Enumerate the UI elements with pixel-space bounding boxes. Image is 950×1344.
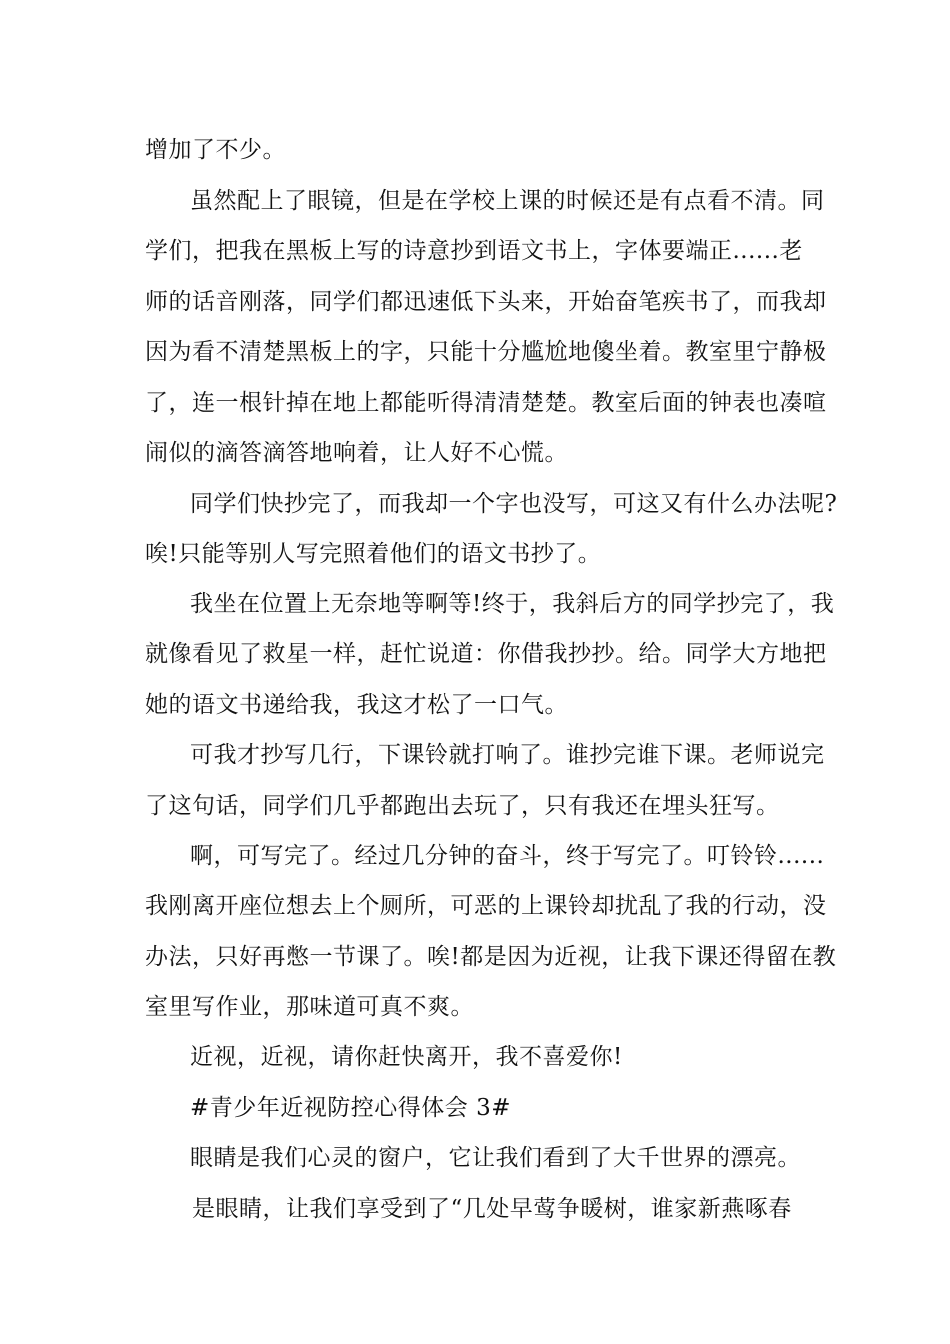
text-line-16: 我刚离开座位想去上个厕所，可恶的上课铃却扰乱了我的行动，没 [145, 893, 827, 919]
text-line-11: 就像看见了救星一样，赶忙说道：你借我抄抄。给。同学大方地把 [145, 641, 827, 667]
text-line-22: 是眼睛，让我们享受到了“几处早莺争暖树，谁家新燕啄春 [192, 1196, 792, 1222]
text-line-1: 增加了不少。 [145, 137, 286, 163]
text-line-15: 啊，可写完了。经过几分钟的奋斗，终于写完了。叮铃铃...... [190, 843, 825, 869]
text-line-17: 办法，只好再憋一节课了。唉!都是因为近视，让我下课还得留在教 [145, 944, 837, 970]
text-line-9: 唉!只能等别人写完照着他们的语文书抄了。 [145, 541, 602, 567]
text-line-21: 眼睛是我们心灵的窗户，它让我们看到了大千世界的漂亮。 [190, 1145, 801, 1171]
text-line-19: 近视，近视，请你赶快离开，我不喜爱你! [190, 1044, 623, 1070]
text-line-7: 闹似的滴答滴答地响着，让人好不心慌。 [145, 440, 568, 466]
text-line-14: 了这句话，同学们几乎都跑出去玩了，只有我还在埋头狂写。 [145, 793, 780, 819]
text-line-5: 因为看不清楚黑板上的字，只能十分尴尬地傻坐着。教室里宁静极 [145, 339, 827, 365]
text-line-2: 虽然配上了眼镜，但是在学校上课的时候还是有点看不清。同 [190, 188, 825, 214]
text-line-12: 她的语文书递给我，我这才松了一口气。 [145, 692, 568, 718]
text-line-4: 师的话音刚落，同学们都迅速低下头来，开始奋笔疾书了，而我却 [145, 289, 827, 315]
text-line-18: 室里写作业，那味道可真不爽。 [145, 994, 474, 1020]
text-line-3: 学们，把我在黑板上写的诗意抄到语文书上，字体要端正......老 [145, 238, 803, 264]
text-line-10: 我坐在位置上无奈地等啊等!终于，我斜后方的同学抄完了，我 [190, 591, 835, 617]
section-heading: #青少年近视防控心得体会 3# [190, 1095, 511, 1121]
text-line-13: 可我才抄写几行，下课铃就打响了。谁抄完谁下课。老师说完 [190, 742, 825, 768]
text-line-8: 同学们快抄完了，而我却一个字也没写，可这又有什么办法呢? [190, 491, 838, 517]
text-line-6: 了，连一根针掉在地上都能听得清清楚楚。教室后面的钟表也凑喧 [145, 390, 827, 416]
